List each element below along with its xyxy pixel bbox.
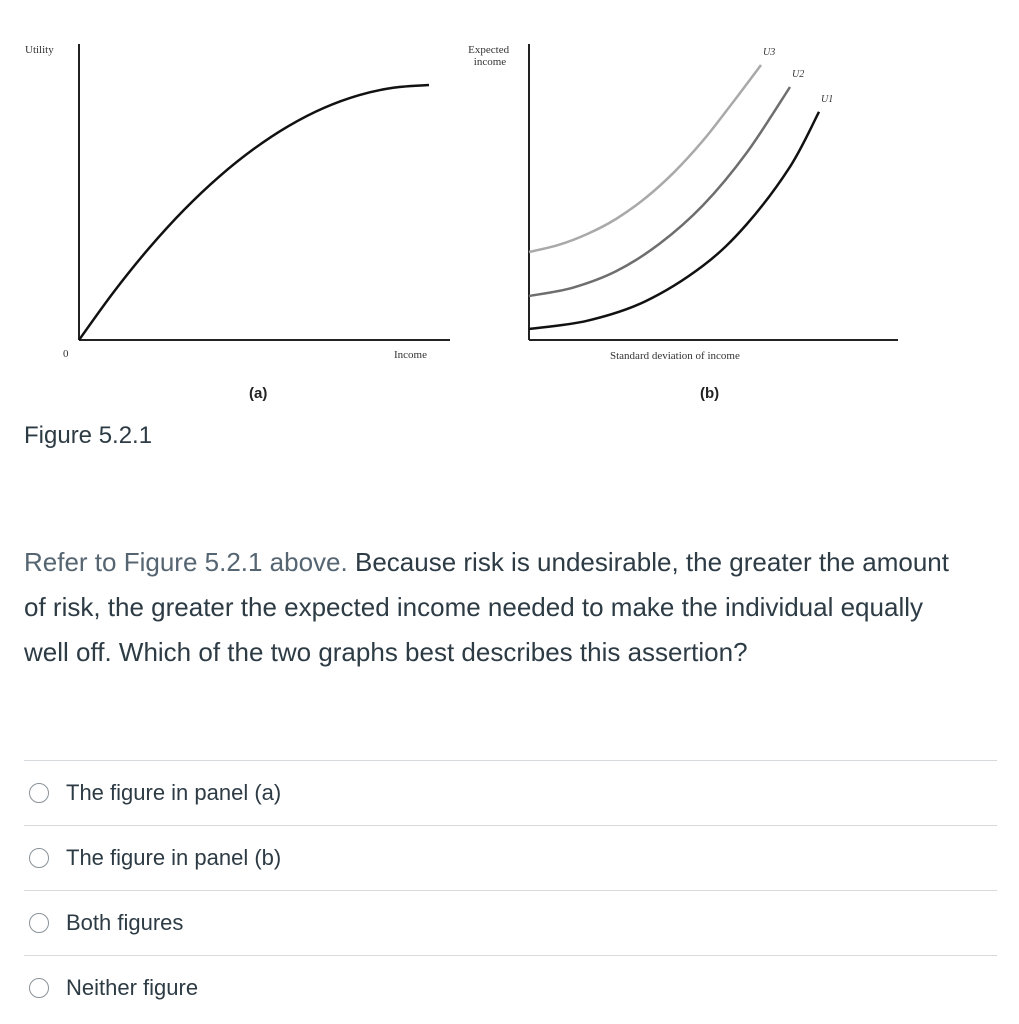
- answer-list: [24, 760, 997, 1020]
- panel-a-curve: [79, 85, 429, 340]
- panel-b-y-label: [468, 44, 512, 68]
- radio-button[interactable]: [29, 978, 49, 998]
- answer-label: The figure in panel (a): [66, 780, 282, 805]
- series-label-u3: U3: [763, 47, 776, 58]
- figure-5-2-1: [0, 0, 1019, 410]
- panel-a-y-label: Utility: [25, 44, 54, 56]
- panel-b-curve-u2: [529, 87, 790, 296]
- panel-a-origin-label: 0: [63, 348, 69, 360]
- radio-button[interactable]: [29, 913, 49, 933]
- question-lead: Refer to Figure 5.2.1 above.: [24, 547, 348, 577]
- answer-option-b[interactable]: [24, 825, 997, 890]
- series-label-u2: U2: [792, 69, 805, 80]
- answer-label: Neither figure: [66, 975, 199, 1000]
- panel-b-y-label-text-2: income: [473, 56, 507, 68]
- panel-b-label: (b): [700, 385, 720, 402]
- answer-label: Both figures: [66, 910, 184, 935]
- panel-b-chart: [468, 44, 898, 402]
- series-label-u1: U1: [821, 93, 834, 105]
- question-text: [24, 540, 974, 675]
- panel-a-x-label: Income: [394, 349, 427, 361]
- panel-b-curve-u1: [529, 112, 819, 329]
- panel-a-label: (a): [249, 385, 268, 402]
- question-body: Because risk is undesirable, the greater the amount of risk, the greater the expected income needed to make the individual equally well off. Which of the two graphs best describes this assertion?: [24, 547, 949, 667]
- panel-a-chart: [25, 44, 450, 402]
- answer-label: The figure in panel (b): [66, 845, 282, 870]
- panel-b-curve-u3: [529, 65, 761, 252]
- radio-button[interactable]: [29, 783, 49, 803]
- radio-button[interactable]: [29, 848, 49, 868]
- panel-b-x-label: Standard deviation of income: [610, 350, 740, 362]
- panel-b-y-label-text: Expected: [468, 44, 510, 56]
- figure-caption: Figure 5.2.1: [24, 422, 153, 449]
- answer-option-neither[interactable]: [24, 955, 997, 1020]
- answer-option-a[interactable]: [24, 760, 997, 825]
- answer-option-both[interactable]: [24, 890, 997, 955]
